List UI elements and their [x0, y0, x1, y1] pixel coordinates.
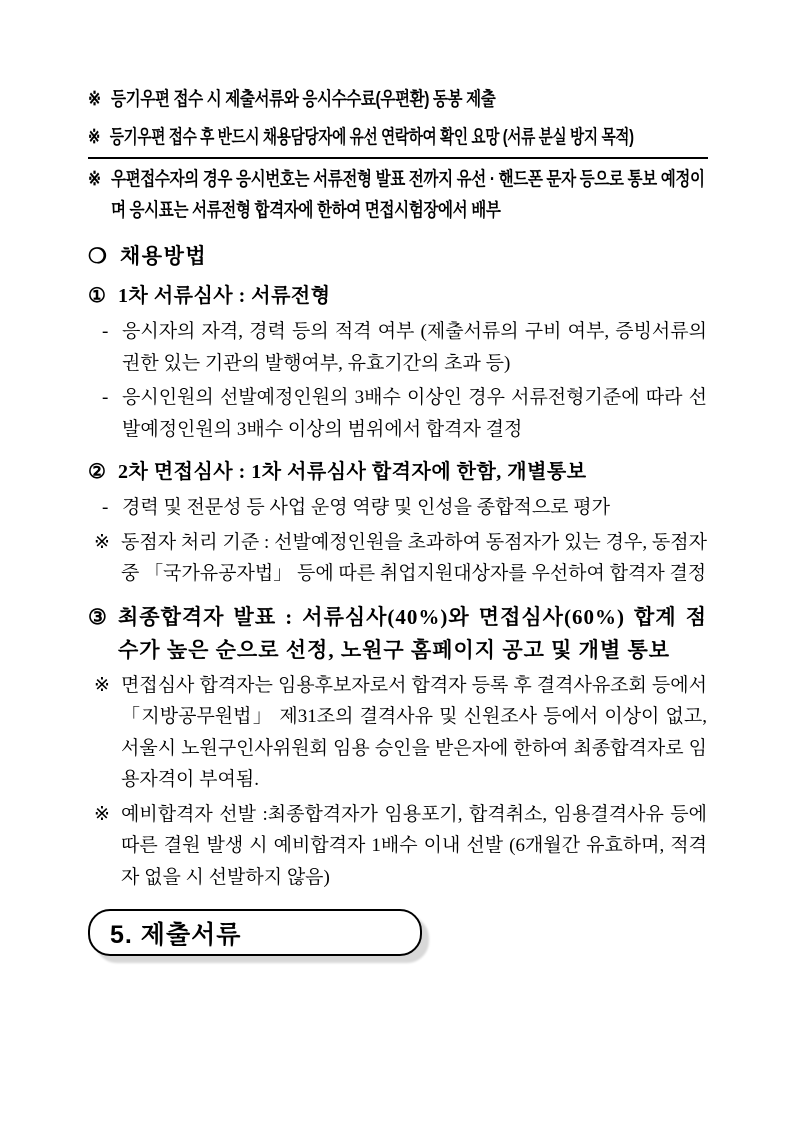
- section-5-submission-documents-box: [88, 909, 422, 956]
- bullet-text: 응시인원의 선발예정인원의 3배수 이상인 경우 서류전형기준에 따라 선발예정인원의 3배수 이상의 범위에서 합격자 결정: [122, 387, 707, 440]
- bullet-text: 경력 및 전문성 등 사업 운영 역량 및 인성을 종합적으로 평가: [122, 497, 610, 518]
- item-title-text: 1차 서류심사 : 서류전형: [118, 285, 331, 307]
- circle-bullet: ❍: [88, 244, 107, 268]
- bullet-item: [102, 492, 707, 524]
- dash-marker: -: [102, 497, 109, 518]
- interview-pass-note: [94, 670, 707, 796]
- note-text: 등기우편 접수 후 반드시 채용담당자에 유선 연락하여 확인 요망 (서류 분실 방지 목적): [109, 127, 634, 148]
- top-notes: [88, 84, 707, 226]
- heading-text: 채용방법: [120, 244, 208, 268]
- bullet-item: [102, 382, 707, 445]
- dash-marker: -: [102, 321, 109, 342]
- note-text: 우편접수자의 경우 응시번호는 서류전형 발표 전까지 유선 · 핸드폰 문자 등으로 통보 예정이며 응시표는 서류전형 합격자에 한하여 면접시험장에서 배부: [110, 169, 705, 221]
- item-title-text: 2차 면접심사 : 1차 서류심사 합격자에 한함, 개별통보: [118, 461, 587, 483]
- bullet-item: [102, 316, 707, 379]
- reference-mark: ※: [94, 531, 110, 553]
- dash-marker: -: [102, 387, 109, 408]
- item-title: [88, 456, 707, 489]
- section-box-title: 5. 제출서류: [110, 920, 242, 949]
- reference-mark: ※: [88, 89, 101, 110]
- note-text: 예비합격자 선발 :최종합격자가 임용포기, 합격취소, 임용결격사유 등에 따른 결원 발생 시 예비합격자 1배수 이내 선발 (6개월간 유효하며, 적격자 없을 시 선발하지 않음): [121, 803, 707, 888]
- note-exam-number-notice: [88, 164, 705, 226]
- circled-number-1: ①: [88, 285, 107, 307]
- reference-mark: ※: [94, 674, 110, 696]
- note-contact-after-mail-underlined: [88, 122, 708, 159]
- reserve-pass-note: [94, 799, 707, 894]
- item-first-document-screening: [88, 280, 707, 445]
- circled-number-3: ③: [88, 604, 108, 629]
- item-final-pass-announcement: [88, 601, 707, 894]
- tie-breaker-note: [94, 527, 707, 590]
- reference-mark: ※: [88, 169, 101, 190]
- item-title: [88, 280, 707, 313]
- note-text: 등기우편 접수 시 제출서류와 응시수수료(우편환) 동봉 제출: [110, 89, 496, 110]
- reference-mark: ※: [94, 803, 110, 825]
- note-text: 면접심사 합격자는 임용후보자로서 합격자 등록 후 결격사유조회 등에서 「지방공무원법」 제31조의 결격사유 및 신원조사 등에서 이상이 없고, 서울시 노원구인사위원회 임용 승인을 받은자에 한하여 최종합격자로 임용자격이 부여됨.: [121, 674, 707, 790]
- circled-number-2: ②: [88, 461, 107, 483]
- reference-mark: ※: [88, 127, 100, 148]
- note-text: 동점자 처리 기준 : 선발예정인원을 초과하여 동점자가 있는 경우, 동점자 중 「국가유공자법」 등에 따른 취업지원대상자를 우선하여 합격자 결정: [121, 531, 707, 584]
- note-registered-mail-enclose: [88, 84, 705, 115]
- recruitment-method-heading: [88, 240, 707, 273]
- item-title-text: 최종합격자 발표 : 서류심사(40%)와 면접심사(60%) 합계 점수가 높은 순으로 선정, 노원구 홈페이지 공고 및 개별 통보: [118, 604, 707, 662]
- item-title: [88, 601, 707, 667]
- bullet-text: 응시자의 자격, 경력 등의 적격 여부 (제출서류의 구비 여부, 증빙서류의 권한 있는 기관의 발행여부, 유효기간의 초과 등): [122, 321, 707, 374]
- item-second-interview-screening: [88, 456, 707, 590]
